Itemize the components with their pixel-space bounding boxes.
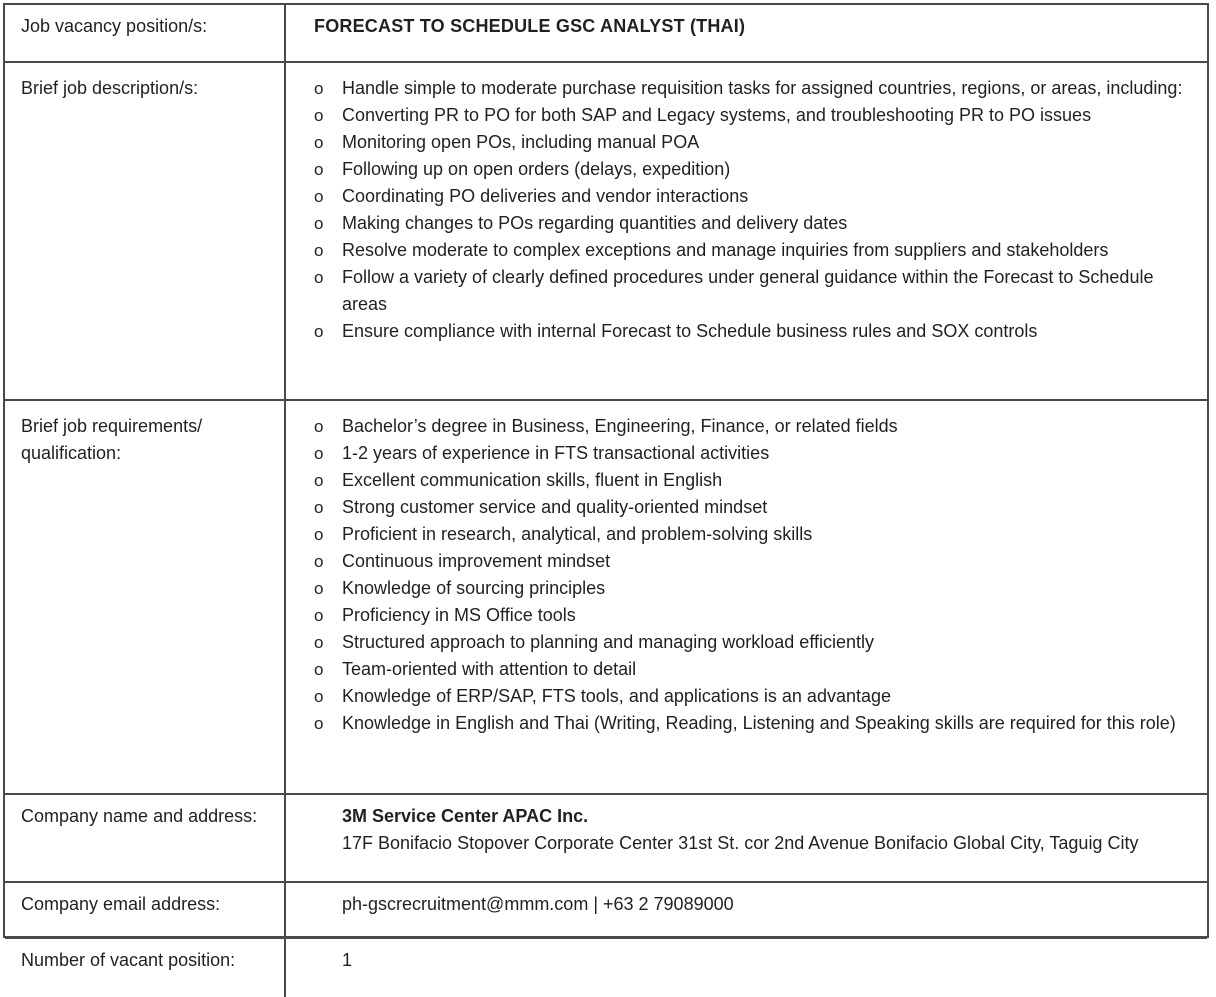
list-item-text: Proficiency in MS Office tools (342, 605, 576, 625)
list-item-text: Following up on open orders (delays, expedition) (342, 159, 731, 179)
bullet-marker: o (314, 525, 324, 544)
bullet-marker: o (314, 106, 324, 125)
bullet-marker: o (314, 714, 324, 733)
list-item-text: Strong customer service and quality-oriented mindset (342, 497, 768, 517)
list-item (314, 548, 1199, 575)
email-label: Company email address: (5, 882, 285, 938)
bullet-marker: o (314, 471, 324, 490)
vacancies-label: Number of vacant position: (5, 938, 285, 997)
company-name: 3M Service Center APAC Inc. (342, 806, 589, 826)
company-address: 17F Bonifacio Stopover Corporate Center 31st St. cor 2nd Avenue Bonifacio Global City, Taguig City (342, 833, 1139, 853)
description-list (314, 75, 1199, 345)
row-description (5, 62, 1207, 400)
list-item (314, 75, 1199, 102)
list-item-text: Handle simple to moderate purchase requisition tasks for assigned countries, regions, or areas, including: (342, 78, 1183, 98)
list-item (314, 710, 1199, 737)
bullet-marker: o (314, 133, 324, 152)
list-item (314, 318, 1199, 345)
requirements-label-line1: Brief job requirements/ (21, 416, 203, 436)
bullet-marker: o (314, 687, 324, 706)
bullet-marker: o (314, 214, 324, 233)
bullet-marker: o (314, 187, 324, 206)
list-item (314, 494, 1199, 521)
row-position (5, 5, 1207, 62)
list-item-text: Ensure compliance with internal Forecast to Schedule business rules and SOX controls (342, 321, 1038, 341)
bullet-marker: o (314, 660, 324, 679)
bullet-marker: o (314, 498, 324, 517)
list-item (314, 156, 1199, 183)
list-item (314, 210, 1199, 237)
list-item (314, 467, 1199, 494)
list-item (314, 440, 1199, 467)
list-item (314, 237, 1199, 264)
list-item-text: Knowledge of sourcing principles (342, 578, 606, 598)
list-item (314, 264, 1199, 318)
requirements-label (5, 400, 285, 794)
bullet-marker: o (314, 417, 324, 436)
bullet-marker: o (314, 579, 324, 598)
company-cell (285, 794, 1207, 882)
bullet-marker: o (314, 241, 324, 260)
requirements-label-line2: qualification: (21, 443, 122, 463)
row-company (5, 794, 1207, 882)
bullet-marker: o (314, 160, 324, 179)
list-item-text: Making changes to POs regarding quantities and delivery dates (342, 213, 848, 233)
list-item-text: Monitoring open POs, including manual POA (342, 132, 700, 152)
job-posting-table-frame (3, 3, 1209, 970)
company-label: Company name and address: (5, 794, 285, 882)
list-item (314, 575, 1199, 602)
job-posting-table (5, 5, 1207, 997)
list-item-text: Resolve moderate to complex exceptions and manage inquiries from suppliers and stakeholders (342, 240, 1109, 260)
list-item-text: Bachelor’s degree in Business, Engineering, Finance, or related fields (342, 416, 898, 436)
list-item (314, 521, 1199, 548)
list-item (314, 602, 1199, 629)
vacancies-value: 1 (342, 950, 353, 970)
list-item-text: Continuous improvement mindset (342, 551, 611, 571)
bullet-marker: o (314, 606, 324, 625)
list-item-text: Structured approach to planning and managing workload efficiently (342, 632, 875, 652)
list-item-text: Knowledge in English and Thai (Writing, Reading, Listening and Speaking skills are required for this role) (342, 713, 1176, 733)
description-cell (285, 62, 1207, 400)
list-item-text: Excellent communication skills, fluent in English (342, 470, 723, 490)
list-item (314, 629, 1199, 656)
email-value: ph-gscrecruitment@mmm.com | +63 2 79089000 (342, 894, 734, 914)
list-item (314, 656, 1199, 683)
requirements-list (314, 413, 1199, 737)
list-item (314, 102, 1199, 129)
description-label: Brief job description/s: (5, 62, 285, 400)
list-item (314, 413, 1199, 440)
row-email (5, 882, 1207, 938)
position-label: Job vacancy position/s: (5, 5, 285, 62)
list-item-text: Follow a variety of clearly defined procedures under general guidance within the Forecast to Schedule areas (342, 267, 1154, 314)
bullet-marker: o (314, 322, 324, 341)
bullet-marker: o (314, 444, 324, 463)
bullet-marker: o (314, 268, 324, 287)
requirements-cell (285, 400, 1207, 794)
vacancies-cell (285, 938, 1207, 997)
email-cell (285, 882, 1207, 938)
list-item-text: Team-oriented with attention to detail (342, 659, 637, 679)
bullet-marker: o (314, 552, 324, 571)
row-vacancies (5, 938, 1207, 997)
bullet-marker: o (314, 79, 324, 98)
bullet-marker: o (314, 633, 324, 652)
row-requirements (5, 400, 1207, 794)
list-item-text: Proficient in research, analytical, and problem-solving skills (342, 524, 813, 544)
list-item (314, 183, 1199, 210)
list-item (314, 683, 1199, 710)
list-item-text: Coordinating PO deliveries and vendor interactions (342, 186, 749, 206)
list-item-text: Converting PR to PO for both SAP and Legacy systems, and troubleshooting PR to PO issues (342, 105, 1092, 125)
list-item (314, 129, 1199, 156)
list-item-text: Knowledge of ERP/SAP, FTS tools, and applications is an advantage (342, 686, 892, 706)
position-value: FORECAST TO SCHEDULE GSC ANALYST (THAI) (314, 16, 746, 36)
list-item-text: 1-2 years of experience in FTS transactional activities (342, 443, 770, 463)
